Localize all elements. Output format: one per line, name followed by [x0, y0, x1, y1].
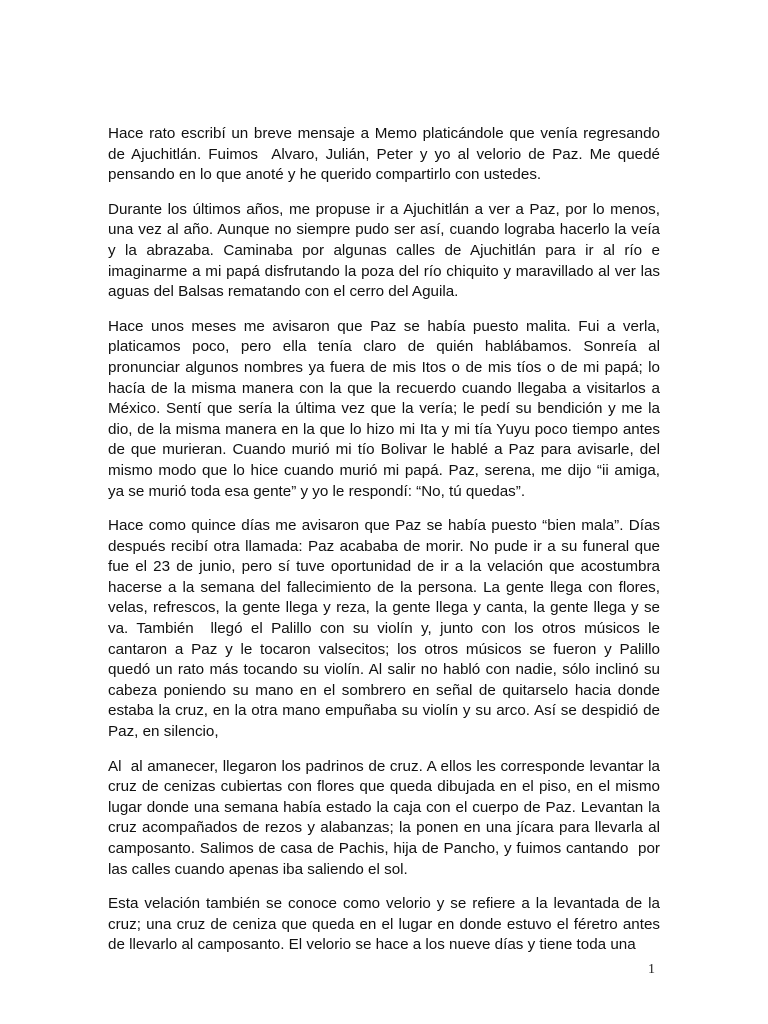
paragraph: Durante los últimos años, me propuse ir a Ajuchitlán a ver a Paz, por lo menos, una vez al año. Aunque no siempre pudo ser así, cuando lograba hacerlo la veía y la abrazaba. Caminaba por algunas calles de Ajuchitlán para ir al río e imaginarme a mi papá disfrutando la poza del río chiquito y maravillado al ver las aguas del Balsas rematando con el cerro del Aguila.: [108, 200, 665, 301]
paragraph: Hace unos meses me avisaron que Paz se había puesto malita. Fui a verla, platicamos poco, pero ella tenía claro de quién hablábamos. Sonreía al pronunciar algunos nombres ya fuera de mis Itos o de mis tíos o de mi papá; lo hacía de la misma manera con la que la recuerdo cuando llegaba a visitarlos a México. Sentí que sería la última vez que la vería; le pedí su bendición y me la dio, de la misma manera en la que lo hizo mi Ita y mi tía Yuyu poco tiempo antes de que murieran. Cuando murió mi tío Bolivar le hablé a Paz para avisarle, del mismo modo que lo hice cuando murió mi papá. Paz, serena, me dijo “ii amiga, ya se murió toda esa gente” y yo le respondí: “No, tú quedas”.: [108, 317, 665, 500]
paragraph: Al al amanecer, llegaron los padrinos de cruz. A ellos les corresponde levantar la cruz de cenizas cubiertas con flores que queda dibujada en el piso, en el mismo lugar donde una semana había estado la caja con el cuerpo de Paz. Levantan la cruz acompañados de rezos y alabanzas; la ponen en una jícara para llevarla al camposanto. Salimos de casa de Pachis, hija de Pancho, y fuimos cantando por las calles cuando apenas iba saliendo el sol.: [108, 757, 665, 878]
page-number: 1: [648, 962, 655, 977]
paragraph: Esta velación también se conoce como velorio y se refiere a la levantada de la cruz; una cruz de ceniza que queda en el lugar en donde estuvo el féretro antes de llevarlo al camposanto. El velorio se hace a los nueve días y tiene toda una: [108, 895, 665, 954]
paragraph: Hace como quince días me avisaron que Paz se había puesto “bien mala”. Días después recibí otra llamada: Paz acababa de morir. No pude ir a su funeral que fue el 23 de junio, pero sí tuve oportunidad de ir a la velación que acostumbra hacerse a la semana del fallecimiento de la persona. La gente llega con flores, velas, refrescos, la gente llega y reza, la gente llega y canta, la gente llega y se va. También llegó el Palillo con su violín y, junto con los otros músicos le cantaron a Paz y le tocaron valsecitos; los otros músicos se fueron y Palillo quedó un rato más tocando su violín. Al salir no habló con nadie, sólo inclinó su cabeza poniendo su mano en el sombrero en señal de quitarselo hacia donde estaba la cruz, en la otra mano empuñaba su violín y su arco. Así se despidió de Paz, en silencio,: [108, 517, 665, 741]
paragraph: Hace rato escribí un breve mensaje a Memo platicándole que venía regresando de Ajuchitlán. Fuimos Alvaro, Julián, Peter y yo al velorio de Paz. Me quedé pensando en lo que anoté y he querido compartirlo con ustedes.: [108, 125, 665, 184]
body-text: [108, 124, 665, 970]
